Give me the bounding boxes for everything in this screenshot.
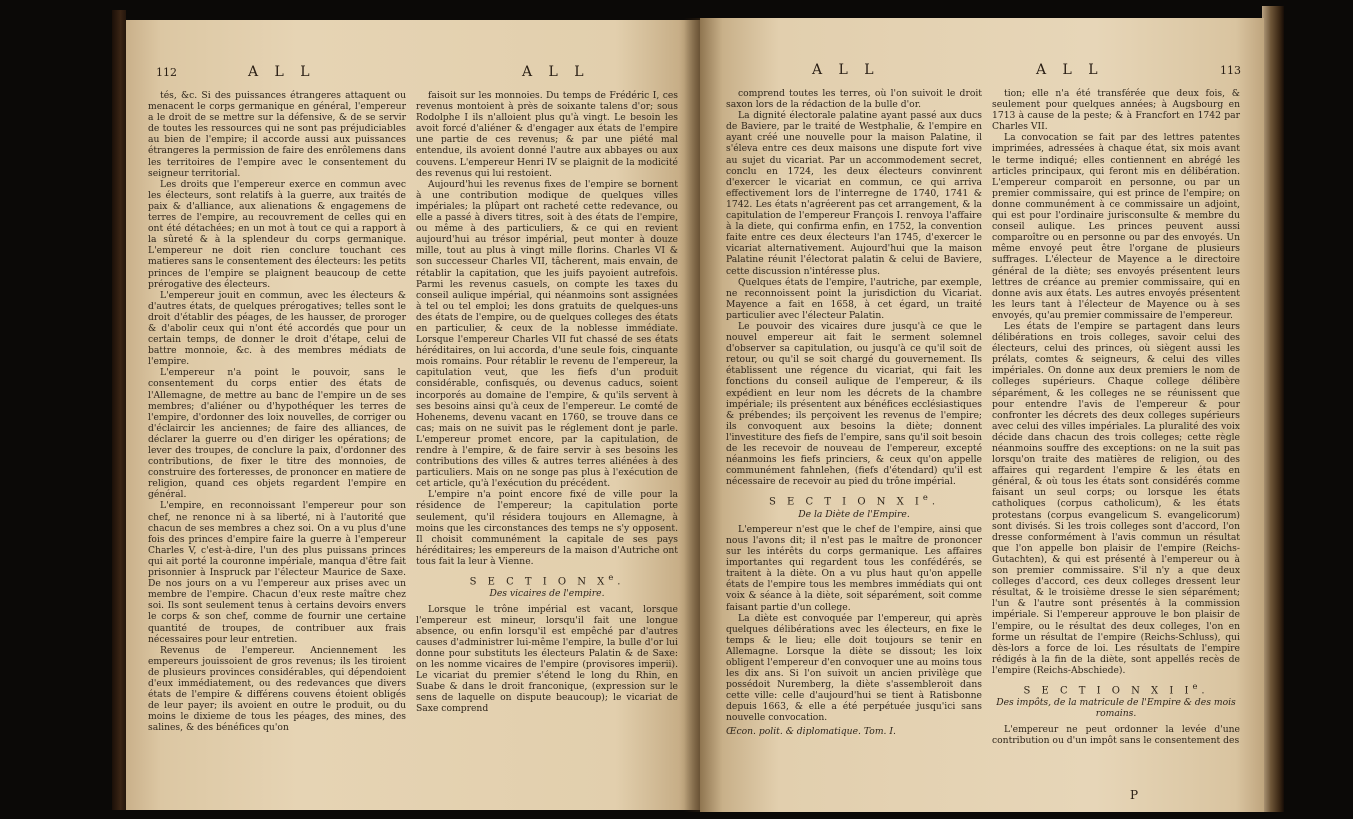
right-col2-paragraph-1: La convocation se fait par des lettres patentes imprimées, adressées à chaque état, six mois avant le terme indiqué; elles contiennent en abrégé les articles principaux, qui feront mis en délibération. L'empereur comparoit en personne, ou par un premier commissaire, qui est prince de l'empire; on donne communément à ce commissaire un adjoint, qui est pour l'ordinaire jurisconsulte & membre du conseil aulique. Les princes peuvent aussi comparoître ou en personne ou par des envoyés. Un même envoyé peut être l'organe de plusieurs suffrages. L'électeur de Mayence a le directoire général de la diète; ses envoyés présentent leurs lettres de créance au premier commissaire, qui en donne avis aux états. Les autres envoyés présentent les leurs tant à l'électeur de Mayence ou à ses envoyés, qu'au premier commissaire de l'empereur. bbox=[992, 132, 1240, 321]
right-page-edges bbox=[1262, 6, 1284, 812]
right-col2-after-paragraph-0: L'empereur ne peut ordonner la levée d'une contribution ou d'un impôt sans le consentement des bbox=[992, 723, 1240, 746]
section-xi-heading: S E C T I O N X Ie. bbox=[769, 492, 939, 508]
right-column-1 bbox=[726, 88, 982, 737]
left-col1-paragraph-3: L'empereur n'a point le pouvoir, sans le consentement du corps entier des états de l'Allemagne, de mettre au banc de l'empire un de ses membres; d'aliéner ou d'hypothéquer les terres de l'empire, d'ordonner des loix nouvelles, de corriger ou d'éclaircir les anciennes; de faire des alliances, de déclarer la guerre ou d'en diriger les opérations; de lever des troupes, de conclure la paix, d'ordonner des contributions, de fixer le titre des monnoies, de construire des forteresses, de prononcer en matiere de religion, quand ces objets regardent l'empire en général. bbox=[148, 367, 406, 501]
page-footer-note: Œcon. polit. & diplomatique. Tom. I. bbox=[726, 725, 896, 737]
left-col2-after-paragraph-0: Lorsque le trône impérial est vacant, lorsque l'empereur est mineur, lorsqu'il fait une longue absence, ou enfin lorsqu'il est empêché par d'autres causes d'administrer lui-même l'empire, la bulle d'or lui donne pour substituts les électeurs Palatin & de Saxe: on les nomme vicaires de l'empire (provisores imperii). Le vicariat du premier s'étend le long du Rhin, en Suabe & dans le droit franconique, (expression sur le sens de laquelle on dispute beaucoup); le vicariat de Saxe comprend bbox=[416, 603, 678, 715]
left-column-2 bbox=[416, 90, 678, 714]
right-col1-after-paragraph-1: La diète est convoquée par l'empereur, qui après quelques délibérations avec les électeurs, en fixe le temps & le lieu; elle doit toujours se tenir en Allemagne. Lorsque la diète se dissout; les loix obligent l'empereur d'en convoquer une au moins tous les dix ans. Si l'on suivoit un ancien privilège que possédoit Nuremberg, la diète s'assembleroit dans cette ville: celle d'aujourd'hui se tient à Ratisbonne depuis 1663, & elle a été perpétuée jusqu'ici sans nouvelle convocation. bbox=[726, 612, 982, 724]
left-column-1 bbox=[148, 90, 406, 733]
left-col1-paragraph-5: Revenus de l'empereur. Anciennement les empereurs jouissoient de gros revenus; ils les tiroient de plusieurs provinces considérables, qui dépendoient d'eux immédiatement, ou des redevances que divers états de l'empire & différens couvens étoient obligés de leur payer; ils avoient en outre le produit, ou du moins le dixieme de tous les péages, des mines, des salines, & des bénéfices qu'on bbox=[148, 644, 406, 734]
left-col1-paragraph-2: L'empereur jouit en commun, avec les électeurs & d'autres états, de quelques prérogatives; telles sont le droit d'établir des péages, de les hausser, de proroger & d'abolir ceux qui n'ont été accordés que pour un certain temps, de donner le droit d'étape, celui de battre monnoie, &c. à des membres médiats de l'empire. bbox=[148, 289, 406, 368]
section-x-subtitle: Des vicaires de l'empire. bbox=[489, 588, 605, 600]
right-col1-after-paragraphs bbox=[726, 524, 982, 724]
right-running-head-1: A L L bbox=[812, 62, 880, 78]
right-column-2 bbox=[992, 88, 1240, 746]
left-cover-edge bbox=[112, 10, 126, 810]
right-col1-paragraphs bbox=[726, 88, 982, 487]
left-col2-paragraph-2: L'empire n'a point encore fixé de ville pour la résidence de l'empereur; la capitulation porte seulement, qu'il résidera toujours en Allemagne, à moins que les circonstances des temps ne s'y opposent. Il choisit communément la capitale de ses pays héréditaires; les empereurs de la maison d'Autriche ont tous fait la leur à Vienne. bbox=[416, 489, 678, 567]
right-col2-paragraph-0: tion; elle n'a été transférée que deux fois, & seulement pour quelques années; à Augsbourg en 1713 à cause de la peste; & à Francfort en 1742 par Charles VII. bbox=[992, 88, 1240, 133]
left-col2-paragraph-0: faisoit sur les monnoies. Du temps de Frédéric I, ces revenus montoient à près de soixante talens d'or; sous Rodolphe I ils n'alloient plus qu'à vingt. Le besoin les avoit forcé d'aliéner & d'engager aux états de l'empire une partie de ces revenus; & par une piété mal entendue, ils avoient donné l'autre aux abbayes ou aux couvens. L'empereur Henri IV se plaignit de la modicité des revenus qui lui restoient. bbox=[416, 90, 678, 179]
left-page-number: 112 bbox=[156, 66, 177, 79]
signature-mark: P bbox=[1130, 788, 1139, 802]
right-page bbox=[700, 18, 1264, 812]
left-running-head-1: A L L bbox=[248, 64, 316, 80]
left-col1-paragraph-4: L'empire, en reconnoissant l'empereur pour son chef, ne renonce ni à sa liberté, ni à l'autorité que chacun de ses membres a chez soi. On a vu plus d'une fois des princes d'empire faire la guerre à l'empereur Charles V, c'est-à-dire, l'un des plus puissans princes qui ait porté la couronne impériale, manqua d'être fait prisonnier à Inspruck par l'électeur Maurice de Saxe. De nos jours on a vu l'empereur aux prises avec un membre de l'empire. Chacun d'eux reste maître chez soi. Ils sont seulement tenus à certains devoirs envers le corps & son chef, comme de fournir une certaine quantité de troupes, de contribuer aux frais nécessaires pour leur entretien. bbox=[148, 500, 406, 645]
section-x-heading: S E C T I O N Xe. bbox=[469, 572, 625, 588]
right-col2-paragraph-2: Les états de l'empire se partagent dans leurs délibérations en trois colleges, savoir celui des électeurs, celui des princes, où siègent aussi les prélats, comtes & seigneurs, & celui des villes impériales. On donne aux deux premiers le nom de colleges supérieurs. Chaque college délibère séparément, & les colleges ne se réunissent que pour entendre l'avis de l'empereur & pour confronter les décrets des deux colleges supérieurs avec celui des villes impériales. La pluralité des voix décide dans chacun des trois colleges; cette règle néanmoins souffre des exceptions: on ne la suit pas lorsqu'on traite des matières de religion, ou des affaires qui regardent l'empire & les états en général, & où tous les états sont considérés comme faisant un seul corps; ou lorsque les états catholiques (corpus catholicum), & les états protestans (corpus evangelicum S. evangelicorum) sont divisés. Si les trois colleges sont d'accord, l'on dresse conformément à l'avis commun un résultat que l'on appelle bon plaisir de l'empire (Reichs-Gutachten), & qui est présenté à l'empereur ou à son premier commissaire. S'il n'y a que deux colleges d'accord, ces deux colleges dressent leur résultat, & le troisième dresse le sien séparément; l'un & l'autre sont présentés à la commission impériale. Si l'empereur approuve le bon plaisir de l'empire, ou le résultat des deux colleges, l'on en forme un résultat de l'empire (Reichs-Schluss), qui dès-lors a force de loi. Les résultats de l'empire rédigés à la fin de la diète, sont appellés recès de l'empire (Reichs-Abschiede). bbox=[992, 320, 1240, 676]
right-running-head-2: A L L bbox=[1036, 62, 1104, 78]
right-col1-paragraph-2: Quelques états de l'empire, l'autriche, par exemple, ne reconnoissent point la jurisdiction du Vicariat. Mayence a fait en 1658, à cet égard, un traité particulier avec l'électeur Palatin. bbox=[726, 276, 982, 321]
right-col1-paragraph-1: La dignité électorale palatine ayant passé aux ducs de Baviere, par le traité de Westphalie, & l'empire en ayant créé une nouvelle pour la maison Palatine, il s'éleva entre ces deux maisons une dispute fort vive au sujet du vicariat. Par un accommodement secret, conclu en 1724, les deux électeurs convinrent d'exercer le vicariat en commun, ce qui arriva effectivement lors de l'interregne de 1740, 1741 & 1742. Les états n'agréerent pas cet arrangement, & la capitulation de l'empereur François I. renvoya l'affaire à la diete, qui confirma enfin, en 1752, la convention faite entre ces deux électeurs l'an 1745, d'exercer le vicariat alternativement. Aujourd'hui que la maison Palatine réunit l'électorat palatin & celui de Baviere, cette discussion n'intéresse plus. bbox=[726, 110, 982, 277]
section-xii-subtitle: Des impôts, de la matricule de l'Empire & des mois romains. bbox=[996, 697, 1236, 720]
right-col1-paragraph-3: Le pouvoir des vicaires dure jusqu'à ce que le nouvel empereur ait fait le serment solemnel d'observer sa capitulation, ou jusqu'à ce qu'il soit de retour, ou qu'il se soit chargé du gouvernement. Ils établissent une régence du vicariat, qui fait les fonctions du conseil aulique de l'empereur, & ils expédient en leur nom les décrets de la chambre impériale; ils présentent aux bénéfices ecclésiastiques & prébendes; ils perçoivent les revenus de l'empire; ils convoquent aux besoins la diète; donnent l'investiture des fiefs de l'empire, sans qu'il soit besoin de les recevoir de nouveau de l'empereur, excepté néanmoins les fiefs princiers, & ceux qu'on appelle communément fahnlehen, (fiefs d'étendard) qu'il est nécessaire de recevoir au pied du trône impérial. bbox=[726, 320, 982, 488]
right-col1-paragraph-0: comprend toutes les terres, où l'on suivoit le droit saxon lors de la rédaction de la bulle d'or. bbox=[726, 88, 982, 111]
left-col2-paragraph-1: Aujourd'hui les revenus fixes de l'empire se bornent à une contribution modique de quelques villes impériales; la plûpart ont racheté cette redevance, ou elle a passé à divers titres, soit à des états de l'empire, ou même à des particuliers, & ce qui en revient aujourd'hui au trésor impérial, peut monter à douze mille, tout au plus à vingt mille florins. Charles VI & son successeur Charles VII, tâcherent, mais envain, de rétablir la capitation, que les juifs payoient autrefois. Parmi les revenus casuels, on compte les taxes du conseil aulique impérial, qui néanmoins sont assignées à tel ou tel emploi; les dons gratuits de quelques-uns des états de l'empire, ou de quelques colleges des états en particulier, & ceux de la noblesse immédiate. Lorsque l'empereur Charles VII fut chassé de ses états héréditaires, on lui accorda, d'une seule fois, cinquante mois romains. Pour rétablir le revenu de l'empereur, la capitulation veut, que les fiefs d'un produit considérable, confisqués, ou devenus caducs, soient incorporés au domaine de l'empire, & qu'ils servent à ses besoins ainsi qu'à ceux de l'empereur. Le comté de Hohenems, devenu vacant en 1760, se trouve dans ce cas; mais on ne suivit pas le réglement dont je parle. L'empereur promet encore, par la capitulation, de rendre à l'empire, & de faire servir à ses besoins les contributions des villes & autres terres aliénées à des particuliers. Mais on ne songe pas plus à l'exécution de cet article, qu'à l'exécution du précédent. bbox=[416, 178, 678, 490]
left-page bbox=[126, 20, 702, 810]
right-col1-after-paragraph-0: L'empereur n'est que le chef de l'empire, ainsi que nous l'avons dit; il n'est pas le maître de prononcer sur les intérêts du corps germanique. Les affaires importantes qui regardent tous les confédérés, se traitent à la diète. On a vu plus haut qu'on appelle états de l'empire tous les membres immédiats qui ont voix & séance à la diète, soit séparément, soit comme faisant partie d'un college. bbox=[726, 523, 982, 613]
left-col2-paragraphs bbox=[416, 90, 678, 567]
left-col2-after-paragraphs bbox=[416, 604, 678, 715]
left-col1-paragraphs bbox=[148, 90, 406, 733]
left-running-head-2: A L L bbox=[522, 64, 590, 80]
section-xii-heading: S E C T I O N X I Ie. bbox=[1023, 680, 1209, 697]
right-page-number: 113 bbox=[1220, 64, 1241, 77]
left-col1-paragraph-0: tés, &c. Si des puissances étrangeres attaquent ou menacent le corps germanique en général, l'empereur a le droit de se mettre sur la défensive, & de se servir de toutes les ressources qui ne sont pas préjudiciables au bien de l'empire; il accorde aussi aux puissances étrangeres la permission de faire des enrôlemens dans les territoires de l'empire avec le consentement du seigneur territorial. bbox=[148, 90, 406, 179]
section-xi-subtitle: De la Diète de l'Empire. bbox=[798, 508, 910, 520]
right-col2-paragraphs bbox=[992, 88, 1240, 676]
right-col2-after-paragraphs bbox=[992, 724, 1240, 746]
left-col1-paragraph-1: Les droits que l'empereur exerce en commun avec les électeurs, sont relatifs à la guerre, aux traités de paix & d'alliance, aux alienations & engagemens de terres de l'empire, au recouvrement de celles qui en ont été détachées; en un mot à tout ce qui a rapport à la sûreté & à la splendeur du corps germanique. L'empereur ne doit rien conclure touchant ces matieres sans le consentement des électeurs: les petits princes de l'empire se plaignent beaucoup de cette prérogative des électeurs. bbox=[148, 178, 406, 290]
